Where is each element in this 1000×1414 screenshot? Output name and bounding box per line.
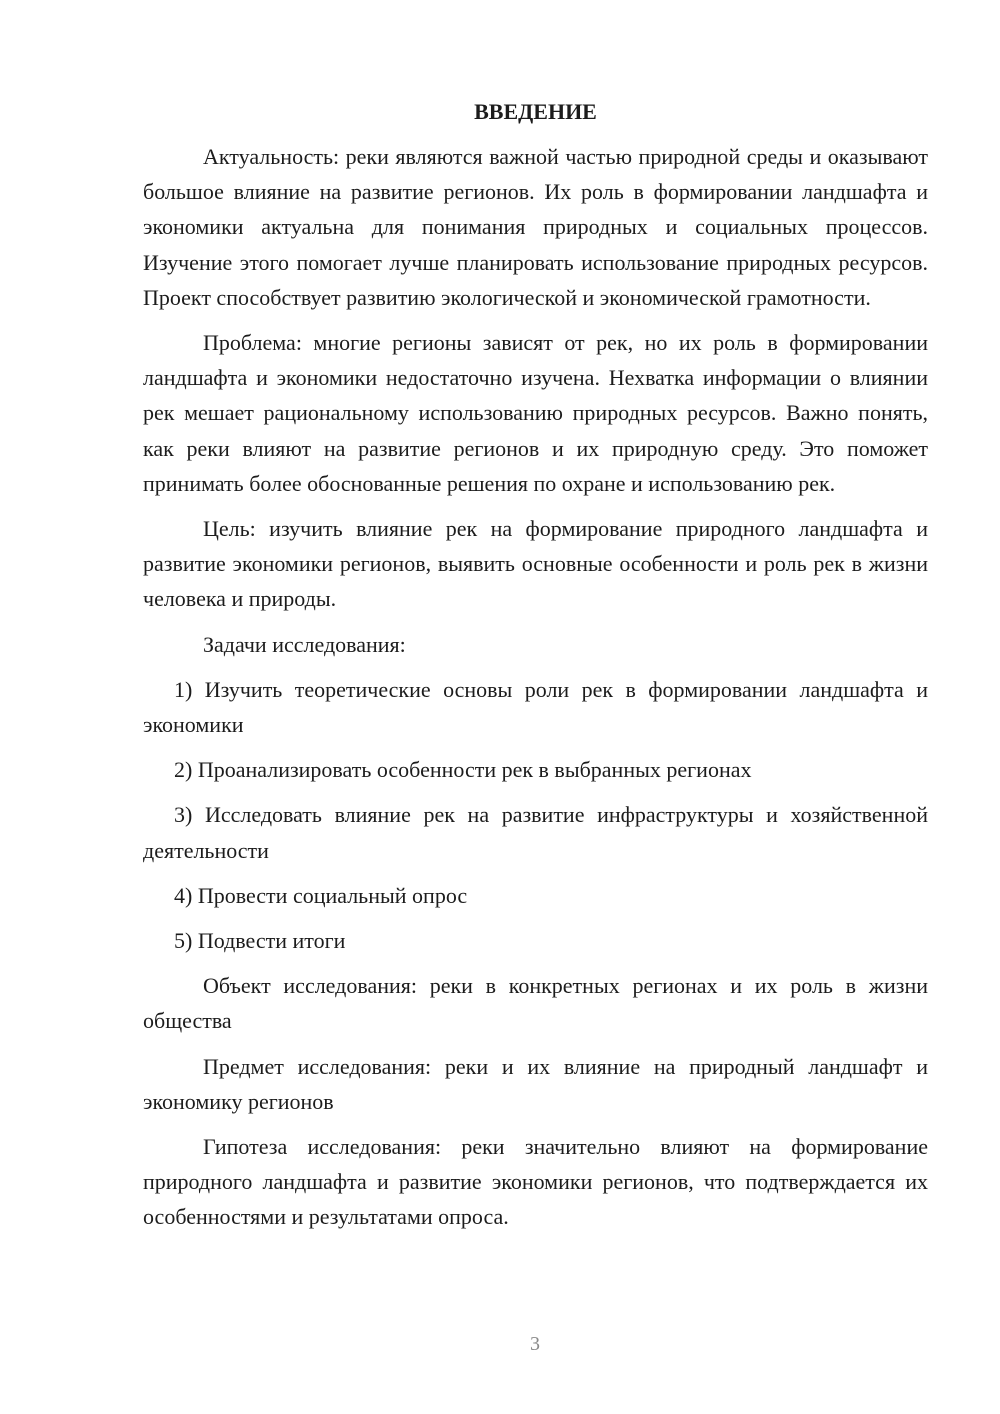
relevance-paragraph: Актуальность: реки являются важной частью природной среды и оказывают большое влияние на развитие регионов. Их роль в формировании ландшафта и экономики актуальна для понимания природных и социальных процессов. Изучение этого помогает лучше планировать использование природных ресурсов. Проект способствует развитию экологической и экономической грамотности. <box>143 144 928 310</box>
task-item: 3) Исследовать влияние рек на развитие инфраструктуры и хозяйственной деятельности <box>143 802 928 863</box>
object-paragraph: Объект исследования: реки в конкретных регионах и их роль в жизни общества <box>143 973 928 1034</box>
page-number: 3 <box>530 1333 540 1355</box>
document-page <box>143 94 928 1245</box>
hypothesis-paragraph: Гипотеза исследования: реки значительно влияют на формирование природного ландшафта и развитие экономики регионов, что подтверждается их особенностями и результатами опроса. <box>143 1134 928 1230</box>
page-title: ВВЕДЕНИЕ <box>474 99 597 124</box>
subject-paragraph: Предмет исследования: реки и их влияние на природный ландшафт и экономику регионов <box>143 1053 928 1114</box>
problem-paragraph: Проблема: многие регионы зависят от рек, но их роль в формировании ландшафта и экономики недостаточно изучена. Нехватка информации о влиянии рек мешает рациональному использованию природных ресурсов. Важно понять, как реки влияют на развитие регионов и их природную среду. Это поможет принимать более обоснованные решения по охране и использованию рек. <box>143 330 928 496</box>
task-item: 4) Провести социальный опрос <box>174 882 468 908</box>
goal-paragraph: Цель: изучить влияние рек на формирование природного ландшафта и развитие экономики регионов, выявить основные особенности и роль рек в жизни человека и природы. <box>143 516 928 612</box>
tasks-heading: Задачи исследования: <box>203 631 406 657</box>
task-item: 1) Изучить теоретические основы роли рек в формировании ландшафта и экономики <box>143 676 928 738</box>
task-item: 5) Подвести итоги <box>174 928 346 954</box>
task-item: 2) Проанализировать особенности рек в выбранных регионах <box>174 757 752 783</box>
